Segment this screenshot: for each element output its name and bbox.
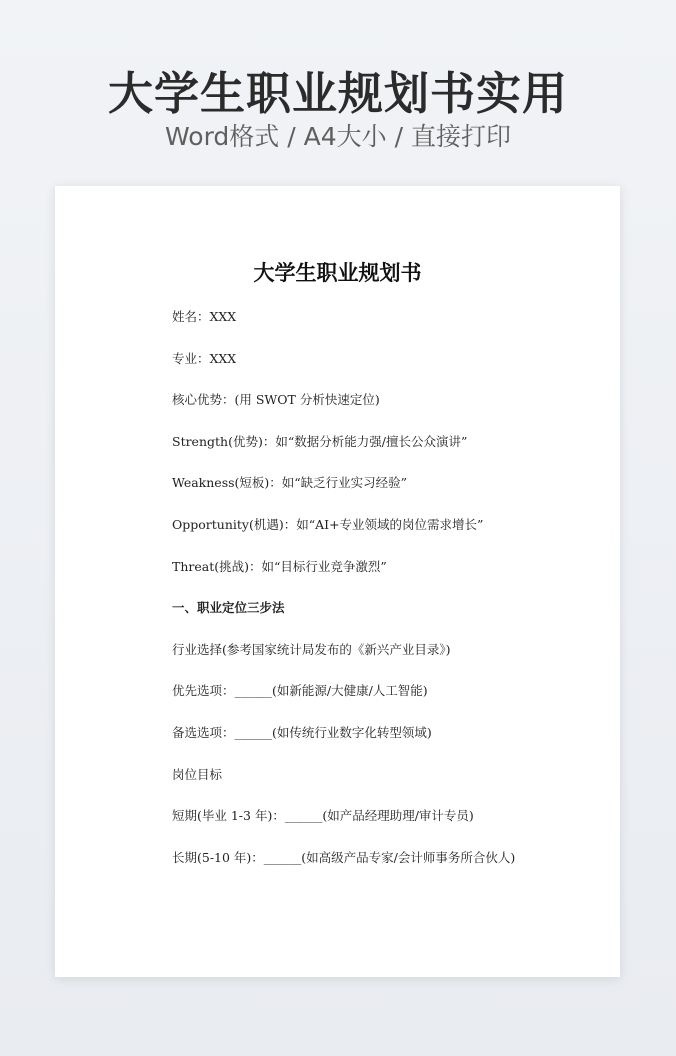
preferred-option-line: 优先选项：______(如新能源/大健康/人工智能) [172,683,428,699]
industry-selection-line: 行业选择(参考国家统计局发布的《新兴产业目录》) [172,641,451,657]
major-field-line: 专业：XXX [172,350,237,366]
document-title: 大学生职业规划书 [253,260,422,285]
position-goal-line: 岗位目标 [172,766,223,782]
swot-threat-line: Threat(挑战)：如“目标行业竞争激烈” [172,558,387,574]
swot-strength-line: Strength(优势)：如“数据分析能力强/擅长公众演讲” [172,433,468,449]
banner-subtitle: Word格式 / A4大小 / 直接打印 [165,122,511,151]
long-term-goal-line: 长期(5-10 年)：______(如高级产品专家/会计师事务所合伙人) [172,849,516,865]
banner-title: 大学生职业规划书实用 [107,67,568,120]
document-page [55,186,620,977]
swot-weakness-line: Weakness(短板)：如“缺乏行业实习经验” [172,475,408,491]
name-field-line: 姓名：XXX [172,309,237,324]
core-advantage-line: 核心优势：(用 SWOT 分析快速定位) [172,392,380,408]
section-heading: 一、职业定位三步法 [172,600,285,616]
short-term-goal-line: 短期(毕业 1-3 年)：______(如产品经理助理/审计专员) [172,808,474,824]
swot-opportunity-line: Opportunity(机遇)：如“AI+专业领域的岗位需求增长” [172,516,484,532]
document-body [172,307,592,889]
alternative-option-line: 备选选项：______(如传统行业数字化转型领域) [172,724,432,740]
